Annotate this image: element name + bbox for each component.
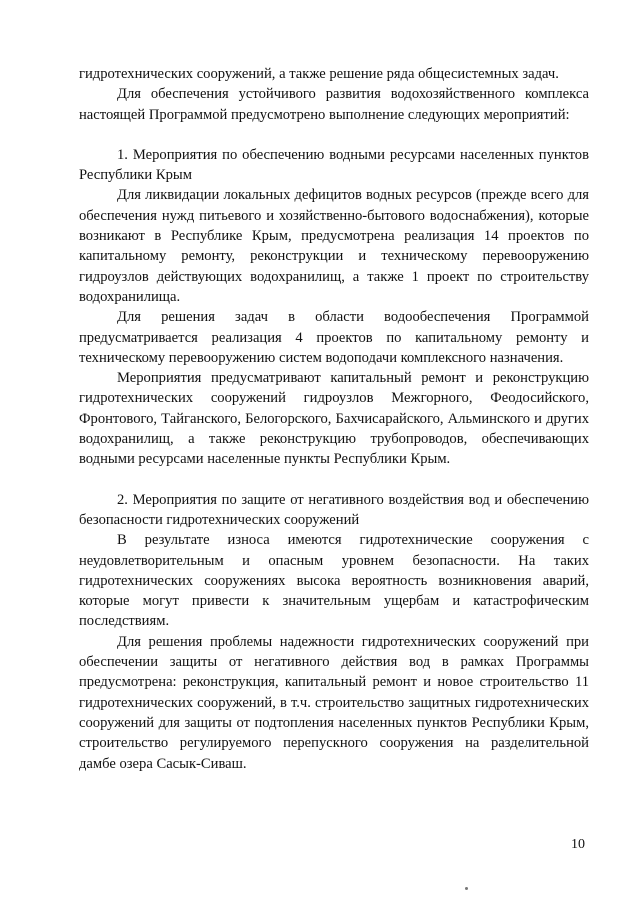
paragraph-intro: Для обеспечения устойчивого развития водохозяйственного комплекса настоящей Программой предусмотрено выполнение следующих мероприятий: (79, 86, 589, 123)
section-gap (79, 470, 589, 490)
paragraph-measures: Мероприятия предусматривают капитальный ремонт и реконструкцию гидротехнических сооружений гидроузлов Межгорного, Феодосийского, Фронтового, Тайганского, Белогорского, Бахчисарайского, Альминского и других водохранилищ, а также реконструкцию трубопроводов, обеспечивающих водными ресурсами населенные пункты Республики Крым. (79, 370, 589, 468)
paragraph-wear: В результате износа имеются гидротехнические сооружения с неудовлетворительным и опасным уровнем безопасности. На таких гидротехнических сооружениях высока вероятность возникновения аварий, которые могут привести к значительным ущербам и катастрофическим последствиям. (79, 532, 589, 630)
scan-artifact (465, 887, 468, 890)
paragraph-continuation: гидротехнических сооружений, а также решение ряда общесистемных задач. (79, 66, 559, 82)
paragraph-reliability: Для решения проблемы надежности гидротехнических сооружений при обеспечении защиты от негативного действия вод в рамках Программы предусмотрена: реконструкция, капитальный ремонт и новое строительство 11 гидротехнических сооружений, в т.ч. строительство защитных гидротехнических сооружений для защиты от подтопления населенных пунктов Республики Крым, строительство регулируемого перепускного сооружения на разделительной дамбе озера Сасык-Сиваш. (79, 633, 589, 772)
section-gap (79, 125, 589, 145)
section-heading-2: 2. Мероприятия по защите от негативного воздействия вод и обеспечению безопасности гидротехнических сооружений (79, 491, 589, 528)
paragraph-water-supply: Для решения задач в области водообеспечения Программой предусматривается реализация 4 проектов по капитальному ремонту и техническому перевооружению систем водоподачи комплексного назначения. (79, 309, 589, 366)
section-heading-1: 1. Мероприятия по обеспечению водными ресурсами населенных пунктов Республики Крым (79, 146, 589, 184)
page-number: 10 (571, 837, 585, 852)
paragraph-deficit: Для ликвидации локальных дефицитов водных ресурсов (прежде всего для обеспечения нужд питьевого и хозяйственно-бытового водоснабжения), которые возникают в Республике Крым, предусмотрена реализация 14 проектов по капитальному ремонту, реконструкции и техническому перевооружению гидроузлов действующих водохранилищ, а также 1 проект по строительству водохранилища. (79, 187, 589, 305)
document-body (79, 64, 589, 774)
